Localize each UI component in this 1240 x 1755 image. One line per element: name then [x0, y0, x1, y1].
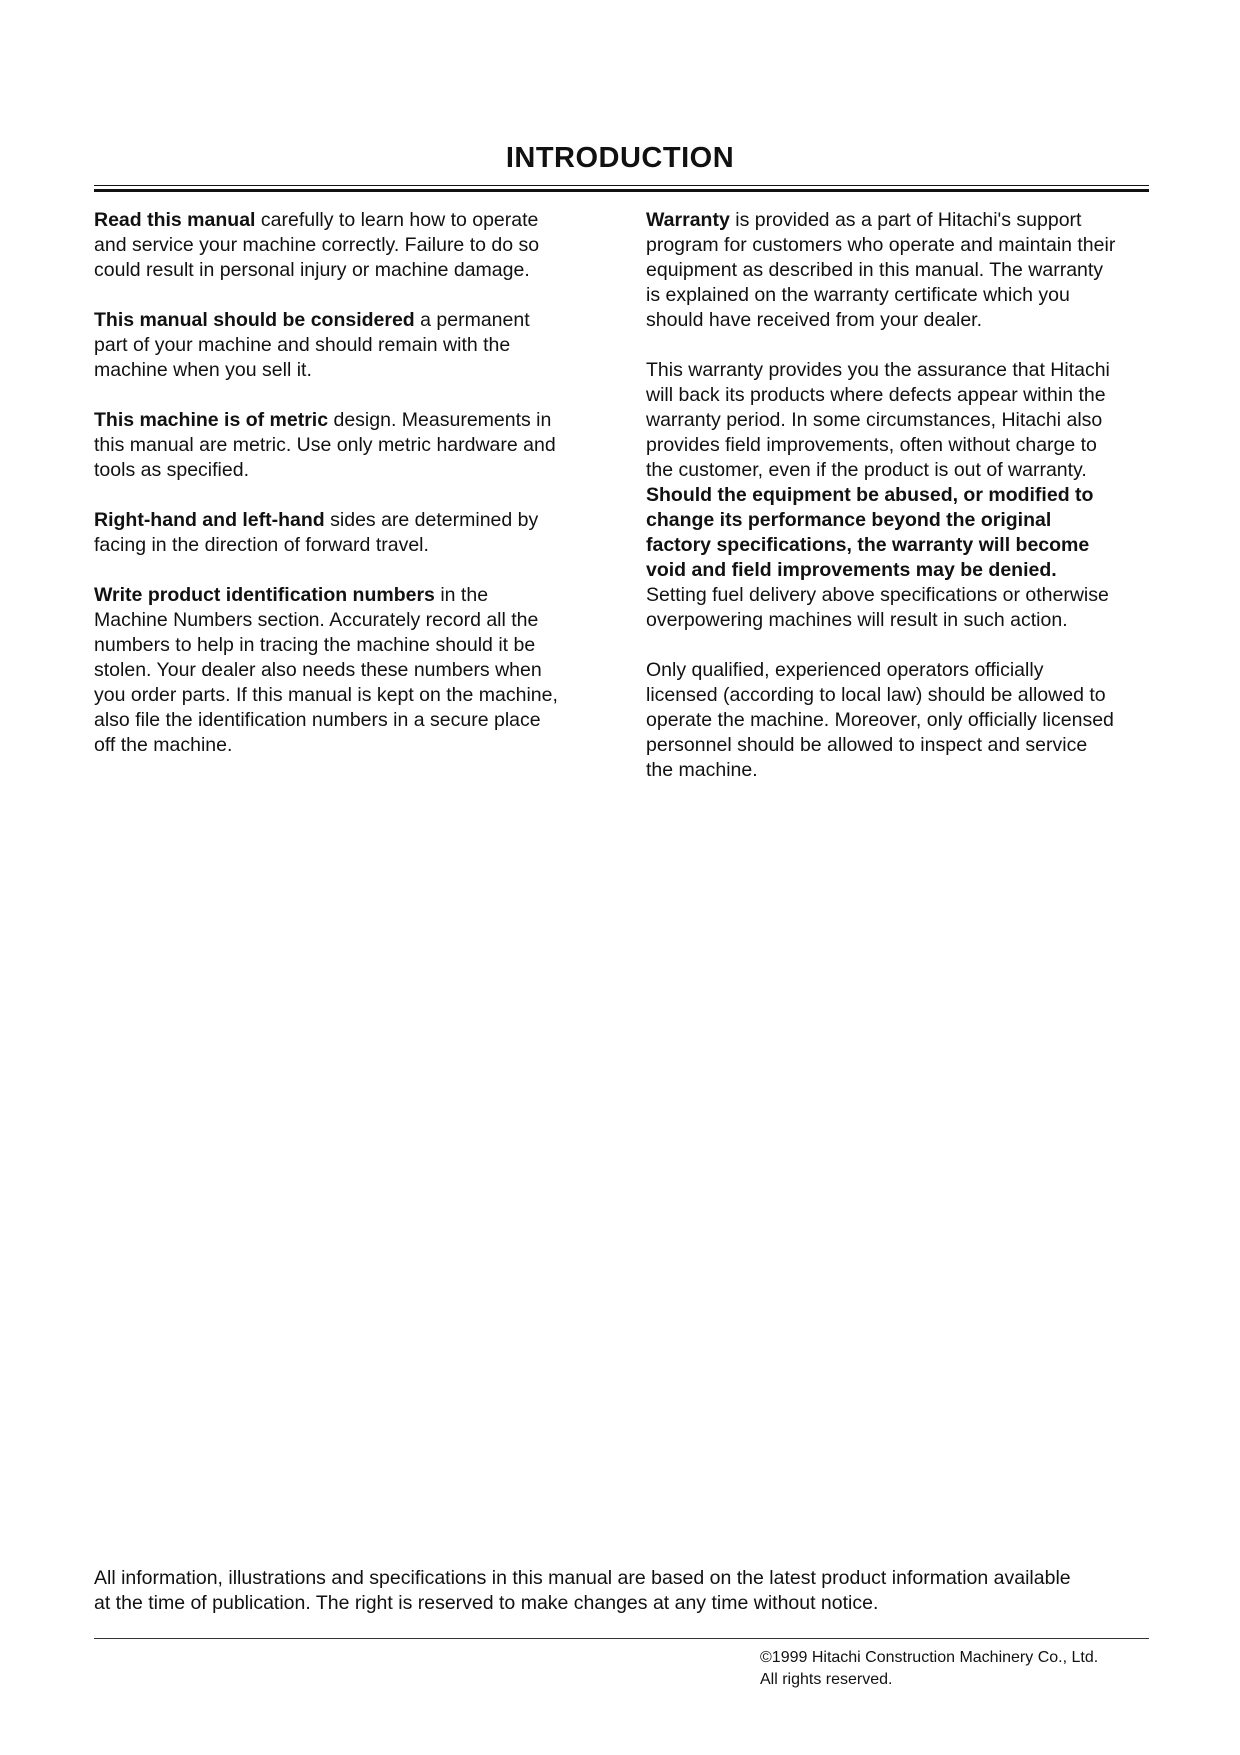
rights-reserved-line: All rights reserved.	[760, 1671, 893, 1688]
paragraph-body: design. Measurements in this manual are metric. Use only metric hardware and tools as specified.	[94, 409, 556, 481]
warranty-void-warning: Should the equipment be abused, or modified to change its performance beyond the original factory specifications, the warranty will become void and field improvements may be denied.	[646, 484, 1094, 581]
paragraph-read-manual	[94, 208, 604, 283]
paragraph-warranty	[646, 208, 1156, 333]
title-rule-thin	[94, 185, 1149, 186]
footer-disclaimer: All information, illustrations and specifications in this manual are based on the latest product information available at the time of publication. The right is reserved to make changes at any time without notice.	[94, 1567, 1071, 1614]
paragraph-qualified-operators: Only qualified, experienced operators officially licensed (according to local law) should be allowed to operate the machine. Moreover, only officially licensed personnel should be allowed to inspect and service the machine.	[646, 659, 1114, 781]
paragraph-warranty-void-notice	[646, 483, 1156, 583]
paragraph-body: is provided as a part of Hitachi's support program for customers who operate and maintain their equipment as described in this manual. The warranty is explained on the warranty certificate which you should have received from your dealer.	[646, 209, 1116, 331]
paragraph-lead: Write product identification numbers	[94, 584, 435, 606]
paragraph-lead: Warranty	[646, 209, 730, 231]
paragraph-lead: Read this manual	[94, 209, 256, 231]
paragraph-fuel-delivery: Setting fuel delivery above specifications or otherwise overpowering machines will result in such action.	[646, 584, 1109, 631]
page-title: INTRODUCTION	[505, 142, 735, 174]
paragraph-body: sides are determined by facing in the direction of forward travel.	[94, 509, 539, 556]
paragraph-body: carefully to learn how to operate and service your machine correctly. Failure to do so could result in personal injury or machine damage.	[94, 209, 540, 281]
paragraph-body: in the Machine Numbers section. Accurately record all the numbers to help in tracing the machine should it be stolen. Your dealer also needs these numbers when you order parts. If this manual is kept on the machine, also file the identification numbers in a secure place off the machine.	[94, 584, 558, 756]
paragraph-lead: Right-hand and left-hand	[94, 509, 325, 531]
paragraph-permanent-part	[94, 308, 604, 383]
paragraph-lead: This machine is of metric	[94, 409, 329, 431]
copyright-notice	[760, 1647, 1098, 1691]
paragraph-warranty-assurance: This warranty provides you the assurance that Hitachi will back its products where defects appear within the warranty period. In some circumstances, Hitachi also provides field improvements, often without charge to the customer, even if the product is out of warranty.	[646, 359, 1110, 481]
right-column	[646, 208, 1156, 808]
footer-rule	[94, 1638, 1149, 1639]
copyright-line: ©1999 Hitachi Construction Machinery Co., Ltd.	[760, 1649, 1099, 1666]
paragraph-identification-numbers	[94, 583, 604, 758]
paragraph-metric-design	[94, 408, 604, 483]
paragraph-body: a permanent part of your machine and should remain with the machine when you sell it.	[94, 309, 530, 381]
paragraph-right-left-hand	[94, 508, 604, 558]
paragraph-lead: This manual should be considered	[94, 309, 415, 331]
title-rule-thick	[94, 189, 1149, 192]
left-column	[94, 208, 604, 783]
